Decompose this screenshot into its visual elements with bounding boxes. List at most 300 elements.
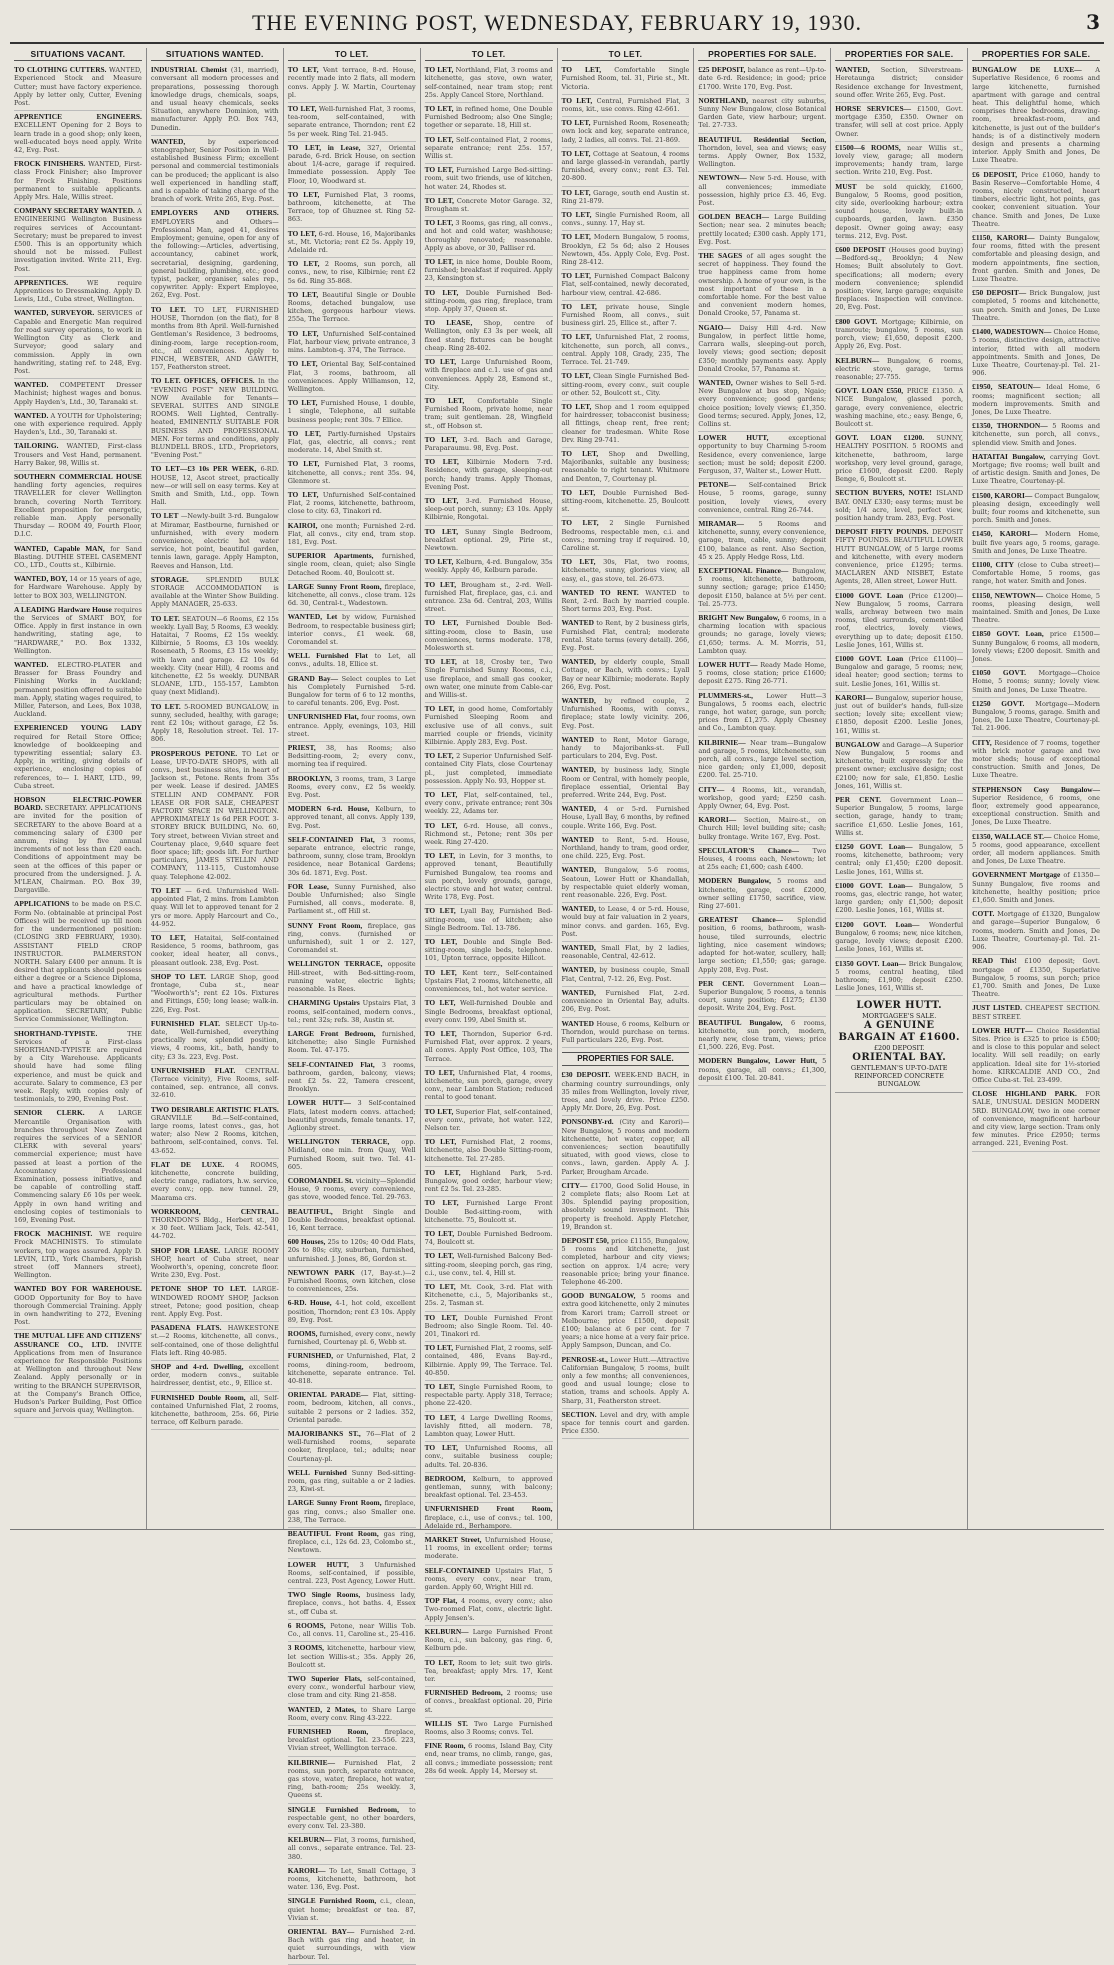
ad-lead: STEPHENSON Cosy Bungalow— bbox=[972, 784, 1100, 794]
ad-body: required for Retail Store Office; knowledge of bookkeeping and typewriting essential; salary £3. Apply, in writing, giving details of experience, enclosing copies of references, to— I. HART, LTD., 99, Cuba street. bbox=[14, 732, 142, 790]
ad-body: Kelburn, to approved gentleman, sunny, with balcony; breakfast optional. Tel. 23-453. bbox=[424, 1474, 553, 1500]
ad-lead: SELF-CONTAINED Flat, bbox=[287, 1059, 375, 1069]
classified-ad bbox=[288, 611, 416, 650]
classified-ad bbox=[562, 148, 690, 187]
classified-ad bbox=[425, 967, 553, 998]
ad-body: Mortgage; Kilbirnie, on tramroute; bungalow, 5 rooms, sun porch, view; £1,650, deposit £200. Apply 26, Evg. Post. bbox=[835, 317, 964, 351]
ad-body: Unfurnished Rooms, all conv., suitable business couple; adults. Tel. 20-836. bbox=[424, 1444, 553, 1469]
ad-body: Sunny Bed-sitting-room, gas ring, suitable a or 2 ladies. 23, Kiwi-st. bbox=[287, 1468, 416, 1494]
classified-ad bbox=[151, 574, 279, 613]
ad-body: Price £1060, handy to Basin Reserve—Comfortable Home, 4 rooms, nicely constructed, heart timbers, electric light, hot points, gas cooker, convenient situation. Your chance. Smith and Jones, De Luxe Theatre. bbox=[972, 170, 1100, 228]
classified-ad bbox=[972, 232, 1100, 287]
classified-ad bbox=[425, 64, 553, 103]
classified-ad bbox=[425, 750, 553, 789]
ad-lead: £800 GOVT. bbox=[835, 316, 878, 326]
ad-lead: TO LET, bbox=[561, 301, 597, 311]
ad-body: in good home, Comfortably Furnished Sleeping Room and exclusive use of all convs., suit married couple or friends, vicinity Kilbirnie. Apply 283, Evg. Post. bbox=[424, 705, 553, 747]
classified-ad bbox=[698, 64, 826, 95]
classified-ad bbox=[562, 448, 690, 487]
ad-lead: WANTED. bbox=[14, 660, 49, 669]
ad-body: Thorndon, level, sea and views; easy terms. Apply Owner, Box 1532, Wellington. bbox=[698, 143, 827, 169]
classified-ad bbox=[562, 764, 690, 803]
ad-lead: EXPERIENCED YOUNG LADY bbox=[14, 723, 142, 733]
ad-lead: FROCK FINISHERS. bbox=[14, 159, 86, 169]
ad-lead: TO LET, bbox=[424, 790, 458, 800]
ad-lead: TO LET, bbox=[287, 289, 319, 299]
classified-ad bbox=[288, 1028, 416, 1059]
classified-ad bbox=[288, 142, 416, 189]
classified-ad bbox=[288, 550, 416, 581]
ad-lead: 6 ROOMS, bbox=[287, 1620, 326, 1630]
ad-lead: KARORI— bbox=[835, 692, 874, 702]
ad-lead: TO LET, bbox=[424, 526, 459, 536]
ad-body: furnished, every conv., newly furnished, Courtenay pl. 6, Webb st. bbox=[287, 1330, 416, 1347]
ad-lead: STORAGE. bbox=[150, 574, 189, 584]
ad-body: Beautiful Single or Double Rooms, detached bungalow, use kitchen, gorgeous harbour views. 255a, The Terrace. bbox=[287, 290, 416, 324]
ad-lead: £1150, NEWTOWN— bbox=[972, 590, 1043, 600]
column-heading: TO LET. bbox=[425, 48, 553, 61]
ad-body: Furnished Large Front Double Bed-sitting-room, with kitchenette. 75, Boulcott st. bbox=[424, 1199, 553, 1224]
ad-body: CENTRAL (Terrace vicinity), Five Rooms, self-contained, sep. entrance, all convs. 32-610. bbox=[150, 1066, 279, 1100]
classified-ad bbox=[562, 95, 690, 117]
ad-body: 3-rd. Bach and Garage, Paraparaumu. 98, Evg. Post. bbox=[424, 435, 553, 452]
classified-ad bbox=[288, 1865, 416, 1896]
classified-ad bbox=[425, 905, 553, 936]
classified-ad bbox=[14, 440, 142, 471]
column-1 bbox=[10, 48, 146, 1529]
classified-ad bbox=[562, 517, 690, 556]
classified-ad bbox=[288, 1673, 416, 1704]
ad-body: 4 or 5-rd. Furnished House, Lyall Bay, 6 months, by refined couple. Write 166, Evg. Post. bbox=[561, 805, 690, 830]
classified-ad bbox=[562, 1409, 690, 1440]
ad-lead: £1400, WADESTOWN— bbox=[972, 327, 1052, 337]
ad-lead: FURNISHED FLAT. bbox=[150, 1018, 220, 1028]
classified-ad bbox=[562, 1180, 690, 1235]
classified-ad bbox=[288, 428, 416, 459]
ad-body: A LARGE Mercantile Organisation with branches throughout New Zealand requires the services of a SENIOR CLERK with several years' commercial experience; must have passed at least a portion of the Accountancy Professional Examination, possess initiative, and be capable of controlling staff. Commencing salary £6 10s per week. Apply in own hand writing and enclosing copies of testimonials to 169, Evening Post. bbox=[14, 1109, 142, 1224]
classified-ad bbox=[562, 903, 690, 942]
ad-body: CHEAPEST SECTION. BEST STREET. bbox=[972, 1004, 1100, 1021]
classified-ad bbox=[562, 587, 690, 618]
ad-lead: KELBURN— bbox=[287, 1835, 332, 1845]
classified-ad bbox=[288, 1136, 416, 1175]
ad-lead: TO LET, bbox=[424, 218, 454, 228]
classified-ad bbox=[562, 270, 690, 301]
ad-lead: SUPERIOR Apartments, bbox=[287, 551, 374, 561]
ad-lead: TO LET, bbox=[424, 820, 458, 830]
classified-ad bbox=[288, 1236, 416, 1267]
classified-ad bbox=[972, 908, 1100, 955]
ad-body: Mortgage—Modern Bungalow, 5 rooms, garage. Smith and Jones, De Luxe Theatre, Courtenay-pl. Tel. 21-906. bbox=[972, 699, 1100, 733]
ad-lead: TO LET. bbox=[150, 304, 186, 314]
ad-body: or Unfurnished, Flat, 2 rooms, dining-room, bedroom, kitchenette, separate entrance. Tel. 40-818. bbox=[287, 1352, 416, 1386]
newspaper-page bbox=[0, 4, 1114, 1961]
ad-lead: GOVERNMENT Mortgage bbox=[972, 870, 1061, 880]
ad-body: Room to let; suit two girls. Tea, breakfast; apply Mrs. 17, Kent ter. bbox=[424, 1658, 553, 1683]
ad-body: opp. Midland, one min. from Quay, Well Furnished Room, suit two. Tel. 41-605. bbox=[287, 1138, 416, 1171]
ad-lead: WANTED, bbox=[561, 657, 596, 667]
ad-lead: TO LET bbox=[150, 511, 179, 521]
ad-body: Cottage at Seatoun, 4 rooms and large glassed-in verandah, partly furnished, every conv.; rent £3. Tel. 20-800. bbox=[561, 149, 690, 183]
classified-ad bbox=[151, 885, 279, 932]
ad-body: Small Flat, by 2 ladies, reasonable, Central, 42-612. bbox=[561, 944, 690, 961]
ad-lead: TO LET. OFFICES, OFFICES. bbox=[150, 376, 255, 386]
classified-ad bbox=[972, 831, 1100, 870]
ad-body: 3 Self-contained Flats, latest modern convs. attached; beautiful grounds, female tenants. 17, Aglionby street. bbox=[287, 1099, 416, 1132]
ad-lead: SELF-CONTAINED bbox=[424, 1565, 491, 1575]
classified-ad bbox=[288, 1834, 416, 1865]
ad-lead: £1250 GOVT. bbox=[972, 698, 1025, 708]
ad-body: kitchenette, harbour view, let section Willis-st.; 35s. Apply 26, Boulcott st. bbox=[287, 1644, 416, 1669]
ad-lead: TO LET, bbox=[287, 228, 317, 238]
classified-ad bbox=[562, 117, 690, 148]
classified-ad bbox=[14, 1283, 142, 1330]
ad-lead: TO LET, bbox=[287, 189, 320, 199]
classified-ad bbox=[151, 701, 279, 748]
ad-lead: PETONE— bbox=[698, 480, 737, 490]
ad-lead: WANTED, bbox=[561, 987, 596, 997]
classified-ad bbox=[288, 1389, 416, 1428]
ad-lead: GREATEST Chance— bbox=[698, 915, 784, 925]
ad-body: by business lady, Single Room or Central, with homely people, fireplace essential, Oriental Bay preferred. Write 244, Evg. Post. bbox=[561, 766, 690, 800]
classified-ad bbox=[425, 997, 553, 1028]
ad-body: Self-contained Brick House, 5 rooms, garage, sunny position, lovely views, every convenience, central. Ring 26-744. bbox=[698, 481, 827, 514]
ad-lead: TO LET, bbox=[561, 118, 591, 128]
ad-lead: SPECULATOR'S Chance— bbox=[698, 845, 800, 855]
ad-body: Bungalow, superior house, just out of builder's hands, full-size section; lovely site; excellent view; £1850, deposit £200. Leslie Jones, 161, Willis st. bbox=[835, 693, 964, 735]
classified-ad bbox=[835, 794, 963, 841]
ad-body: fireplace, kitchenette, all convs., close tram. 12s 6d. 30, Central-t., Wadestown. bbox=[287, 582, 416, 608]
ad-lead: TO LET, bbox=[424, 1412, 456, 1422]
ad-body: Kent terr., Self-contained Upstairs Flat, 2 rooms, kitchenette, all conveniences, tel., hot water service. bbox=[424, 968, 553, 994]
ad-body: be sold quickly, £1600, Bungalow, 5 Rooms, good position, city side, overlooking harbour; extra sound house, lovely built-in cupboards, garden, lawn. £350 deposit. Owner going away; easy terms. 212, Evg. Post. bbox=[835, 182, 964, 240]
classified-ad bbox=[425, 1595, 553, 1626]
classified-ad bbox=[698, 914, 826, 977]
ad-body: carrying Govt. Mortgage; five rooms; well built and of artistic design. Smith and Jones, De Luxe Theatre, Courtenay-pl. bbox=[972, 452, 1100, 486]
ad-lead: WELLINGTON TERRACE, bbox=[287, 959, 383, 969]
classified-ad bbox=[288, 958, 416, 997]
ad-body: near Willis st., lovely view, garage; all modern improvements; handy tram, large section. Write 210, Evg. Post. bbox=[835, 143, 964, 177]
ad-lead: £600 DEPOSIT bbox=[835, 245, 886, 255]
ad-lead: SHOP TO LET. bbox=[150, 971, 206, 981]
ad-lead: FROCK MACHINIST. bbox=[14, 1229, 93, 1239]
ad-lead: BRIGHT New Bungalow, bbox=[698, 612, 780, 622]
classified-ad bbox=[288, 1757, 416, 1804]
classified-ad bbox=[698, 172, 826, 211]
ad-lead: LOWER HUTT— bbox=[698, 660, 758, 669]
classified-ad bbox=[835, 316, 963, 355]
classified-ad bbox=[425, 1106, 553, 1137]
ad-body: Unfurnished Self-contained Flat, 2 rooms, kitchenette, bathroom, close to city. 63, Tinakori rd. bbox=[287, 490, 416, 516]
ad-body: Single Furnished Room, to respectable party. Apply 318, Terrace; phone 22-420. bbox=[424, 1383, 553, 1408]
classified-ad bbox=[562, 987, 690, 1018]
column-heading: SITUATIONS WANTED. bbox=[151, 48, 279, 61]
ad-lead: MUST bbox=[835, 181, 857, 191]
ad-lead: PETONE SHOP TO LET. bbox=[150, 1284, 247, 1294]
classified-ad bbox=[425, 936, 553, 967]
ad-body: furnished, single room, clean, quiet; also Single Detached Room. 40, Boulcott st. bbox=[287, 552, 416, 577]
classified-ad bbox=[698, 479, 826, 518]
ad-body: 6-RD. HOUSE, 12, Ascot street, practically new—or will sell on easy terms. Key at Smith and Smith, Ltd., opp. Town Hall. bbox=[150, 465, 279, 507]
classified-ad bbox=[14, 1228, 142, 1283]
classified-ad bbox=[425, 789, 553, 820]
ad-lead: KILBIRNIE— bbox=[698, 737, 746, 747]
classified-ad bbox=[562, 942, 690, 964]
ad-body: Level and dry, with ample space for tennis court and garden. Price £350. bbox=[561, 1410, 690, 1436]
ad-lead: TO LET, bbox=[424, 618, 459, 628]
classified-ad bbox=[972, 528, 1100, 559]
classified-ad bbox=[288, 1559, 416, 1590]
ad-body: Furnished Double Bed-sitting-room, close to Basin, use conveniences, terms moderate. 178, Molesworth st. bbox=[424, 619, 553, 652]
classified-ad bbox=[14, 277, 142, 308]
ad-lead: SUNNY Front Room, bbox=[287, 920, 363, 930]
ad-body: Central, Furnished Flat, 3 rooms, kit., use convs. Ring 42-661. bbox=[561, 96, 690, 114]
ad-body: Brick Bungalow, just completed, 5 rooms and kitchenette, sun porch. Smith and Jones, De Luxe Theatre. bbox=[972, 289, 1100, 322]
ad-body: Furnished Large Bed-sitting-room, suit two friends, use of kitchen, hot water. 24, Rhodes st. bbox=[424, 166, 553, 191]
classified-ad bbox=[972, 1088, 1100, 1151]
ad-body: Northland, Flat, 3 rooms and kitchenette, gas stove, own water, self-contained, near tram stop; rent 25s. Apply Cancel Store, Northland. bbox=[424, 66, 553, 99]
ad-lead: TO LET, bbox=[424, 1281, 456, 1291]
classified-ad bbox=[425, 1740, 553, 1779]
column-7 bbox=[830, 48, 967, 1529]
ad-lead: £6 DEPOSIT, bbox=[972, 169, 1018, 179]
classified-ad bbox=[425, 1197, 553, 1228]
ad-body: Ready Made Home, 5 rooms, close station; price £1600; deposit £275. Ring 26-771. bbox=[698, 661, 827, 686]
ad-body: A YOUTH for Upholstering; one with experience required. Apply Hayden's, Ltd., 30, Taranaki st. bbox=[14, 411, 142, 437]
classified-ad bbox=[288, 1267, 416, 1298]
ad-lead: £25 DEPOSIT, bbox=[698, 65, 746, 75]
ad-body: to be made on P.S.C. Form No. (obtainable at principal Post Offices) will be received up till noon for the undermentioned position: (CLOSING 3RD FEBRUARY, 1930). ASSISTANT FIELD CROP INSTRUCTOR. PALMERSTON NORTH. Salary £400 per annum. It is desired that applicants should possess either a degree or a Science Diploma, and have a practical knowledge of agricultural methods. Further particulars may be obtained on application. SECRETARY, Public Service Commissioner, Wellington. bbox=[14, 900, 142, 1024]
classified-ad bbox=[288, 1589, 416, 1620]
classified-ad bbox=[835, 590, 963, 653]
masthead bbox=[10, 4, 1104, 44]
ad-lead: NEWTOWN— bbox=[698, 173, 747, 183]
classified-ad bbox=[151, 1322, 279, 1361]
ad-body: Furnished Flat, 2-rd. convenience in Oriental Bay, adults. 206, Evg. Post. bbox=[561, 988, 690, 1014]
classified-ad bbox=[425, 556, 553, 578]
ad-body: balance as rent—Up-to-date 6-rd. Residence; in good; price £1700. Write 170, Evg. Post. bbox=[698, 66, 827, 91]
ad-body: fireplace, breakfast optional. Tel. 23-556. 223, Vivian street, Wellington terrace. bbox=[287, 1727, 416, 1753]
ad-lead: FINE Room, bbox=[424, 1741, 466, 1751]
column-3 bbox=[283, 48, 420, 1961]
classified-ad bbox=[151, 971, 279, 1018]
ad-body: Upstairs Flat, 5 rooms, every conv., near tram, garden. Apply 60, Wright Hill rd. bbox=[424, 1566, 553, 1592]
ad-lead: TO LET, bbox=[561, 401, 592, 411]
ad-lead: CITY— bbox=[698, 784, 725, 794]
classified-ad bbox=[288, 328, 416, 359]
classified-ad bbox=[835, 64, 963, 103]
classified-ad bbox=[288, 64, 416, 103]
classified-ad bbox=[972, 1002, 1100, 1024]
classified-ad bbox=[698, 784, 826, 815]
classified-ad bbox=[972, 490, 1100, 529]
ad-body: Furnished Flat, 2 rooms, kitchenette, also Double Sitting-room, kitchenette. Tel. 27-285. bbox=[424, 1138, 553, 1163]
ad-body: WANTED, First-class Trousers and Vest Hand, permanent. Harry Baker, 98, Willis st. bbox=[14, 442, 142, 467]
ad-lead: PLUMMERS-st., bbox=[698, 690, 753, 700]
ad-body: Kelburn, 4-rd. Bungalow, 35s weekly. Apply 46, Kelburn parade. bbox=[424, 558, 553, 575]
ad-body: £100 deposit; Govt. mortgage of £1350, Superlative Bungalow, 5 rooms, sun porch; price £1,700. Smith and Jones, De Luxe Theatre. bbox=[972, 957, 1100, 999]
ad-body: SEATOUN—6 Rooms, £2 15s weekly. Lyall Bay, 5 Rooms, £3 weekly. Hataitai, 7 Rooms, £2 15s weekly. Kilbirnie, 5 Rooms, £3 10s weekly. Roseneath, 5 Rooms, £3 15s weekly; with lawn and garage. £2 10s 6d weekly. City (near Hill), 4 rooms and kitchenette, £2 5s weekly. DUNBAR SLOANE, LTD., 155-157, Lambton quay (next Midland). bbox=[150, 614, 279, 697]
classified-ad bbox=[698, 875, 826, 914]
ad-body: SUNNY, HEALTHY POSITION. 5 ROOMS and kitchenette, bathroom, large workshop, very level ground, garage, price £1600, deposit £200. Reply Benge, 6, Boulcott st. bbox=[835, 434, 964, 484]
ad-body: (31, married), conversant all modern processes and preparations, possessing thorough knowledge drugs, chemicals, soaps, and usual heavy chemicals, seeks Situation, anywhere Dominion, with manufacturer. Apply P.O. Box 743, Dunedin. bbox=[150, 66, 279, 132]
classified-ad bbox=[972, 420, 1100, 451]
ad-body: SELECT Up-to-date, Well-furnished, everything practically new, splendid position, views, 4 rooms, kit., bath, handy to city; £3 3s. 223, Evg. Post. bbox=[150, 1019, 279, 1061]
classified-ad bbox=[425, 526, 553, 557]
ad-lead: TO LET, bbox=[424, 1312, 458, 1322]
ad-lead: TAILORING. bbox=[14, 441, 59, 451]
ad-body: In the "EVENING POST" NEW BUILDING. NOW Available for Tenants— SEVERAL SUITES AND SINGLE ROOMS. Well Lighted, Centrally-heated, EMINENTLY SUITABLE FOR BUSINESS AND PROFESSIONAL MEN. For terms and conditions, apply BLUNDELL BROS., LTD., Proprietors, "Evening Post." bbox=[150, 377, 279, 460]
ad-body: Shop, centre of Wellington, only £3 3s per week, all fixed stand; fixtures can be bought cheap. Ring 28-402. bbox=[424, 319, 553, 352]
ad-lead: MAJORIBANKS ST., bbox=[287, 1429, 367, 1439]
classified-ad bbox=[698, 518, 826, 565]
classified-ad bbox=[972, 628, 1100, 667]
ad-body: Unfurnished Self-contained Flat, harbour view, private entrance, 3 mins. Lambton-q. 374, The Terrace. bbox=[287, 329, 416, 355]
ad-lead: TO LET, bbox=[561, 371, 591, 381]
column-heading: TO LET. bbox=[288, 48, 416, 61]
classified-ad bbox=[425, 1312, 553, 1343]
classified-ad bbox=[425, 1503, 553, 1534]
ad-lead: TWO DESIRABLE ARTISTIC FLATS. bbox=[150, 1104, 279, 1114]
classified-ad bbox=[835, 487, 963, 526]
ad-lead: £1250 GOVT. Loan— bbox=[835, 842, 913, 852]
ad-body: — 6-rd. Unfurnished Well-appointed Flat, 2 mins. from Lambton quay. Will let to approved tenant for 2 yrs or more. Apply Harcourt and Co., 44-952. bbox=[150, 886, 279, 928]
ad-body: Vent terrace, 8-rd. House, recently made into 2 flats, all modern convs. Apply J. W. Martin, Courtenay pl. bbox=[287, 66, 416, 99]
ad-body: Kilbirnie Modern 7-rd. Residence, with garage, sleeping-out porch; handy trams. Apply Thomas, Evening Post. bbox=[424, 458, 553, 491]
ad-lead: TO LET, bbox=[561, 95, 593, 105]
classified-ad bbox=[425, 656, 553, 703]
ad-lead: TO LET, bbox=[561, 187, 591, 197]
ad-lead: KILBIRNIE— bbox=[287, 1757, 335, 1767]
classified-ad bbox=[151, 1159, 279, 1206]
ad-lead: TO LET, bbox=[424, 657, 457, 667]
ad-lead: LARGE Sunny Front Room, bbox=[287, 581, 382, 591]
ad-body: in refined home, One Double Furnished Bedroom; also One Single; together or separate. 18, Hill st. bbox=[424, 105, 553, 130]
classified-ad bbox=[698, 432, 826, 479]
ad-lead: TO LET, bbox=[424, 906, 456, 916]
ad-lead: TO LET, bbox=[424, 1198, 459, 1208]
ad-body: in nice home, Double Room, furnished; breakfast if required. Apply 23, Kensington st. bbox=[424, 258, 553, 283]
classified-ad bbox=[288, 1926, 416, 1965]
ad-lead: TO LET, bbox=[150, 932, 186, 942]
classified-ad bbox=[288, 1528, 416, 1559]
ad-body: 2 rooms; use of convs., breakfast optional. 20, Pirie st. bbox=[424, 1689, 553, 1714]
ad-lead: BEDROOM, bbox=[424, 1473, 466, 1483]
ad-body: Petone, near Willis Tob. Co., all convs. 11, Caroline st., 25-416. bbox=[287, 1621, 416, 1639]
ad-lead: TO LET bbox=[150, 885, 181, 895]
classified-ad bbox=[14, 1107, 142, 1228]
classified-ad bbox=[425, 1473, 553, 1504]
classified-ad bbox=[835, 653, 963, 692]
classified-ad bbox=[288, 1059, 416, 1098]
ad-body: Furnished Flat, 2 rooms, sun porch, separate entrance, gas stove, water, fireplace, hot water, ring, bath-room; 25s weekly. 3, Queens st. bbox=[287, 1758, 416, 1800]
ad-body: EMPLOYERS and Others—Professional Man, aged 41, desires Employment; genuine, open for any of the following:—Articles, advertising, accountancy, cabinet work, secretarial, designing, gardening, general building, plumbing, etc.; good typist, packer, organiser, sales rep., copywriter. Apply: Expert Employee, 262, Evg. Post. bbox=[150, 217, 279, 300]
ad-body: 4 ROOMS, kitchenette, concrete building, electric range, radiators, h.w. service, every conv.; opp. new tunnel. 29, Maarama crs. bbox=[150, 1160, 279, 1202]
ad-body: 38, has Rooms; also Bedsitting-room, 2; every conv., morning tea if required. bbox=[287, 744, 416, 769]
ad-lead: TO LET, bbox=[561, 232, 591, 242]
ad-body: £1500, Govt. mortgage £350, £350. Owner on transfer, will sell at cost price. Apply Owner. bbox=[835, 105, 964, 138]
ad-body: 4 Rooms, kit., verandah, workshop, good yard; £250 cash. Apply Owner, 64, Evg. Post. bbox=[698, 785, 827, 811]
ad-body: To Let, Small Cottage, 3 rooms, kitchenette, bathroom, hot water. 136, Evg. Post. bbox=[287, 1866, 416, 1892]
classified-ad bbox=[288, 834, 416, 881]
ad-lead: TO LET, bbox=[424, 967, 457, 977]
ad-lead: GOOD BUNGALOW, bbox=[561, 1291, 636, 1301]
classified-ad bbox=[562, 209, 690, 231]
classified-ad bbox=[425, 103, 553, 134]
classified-ad bbox=[425, 1067, 553, 1106]
ad-lead: £1150, KARORI— bbox=[972, 233, 1035, 243]
page-number: 3 bbox=[1086, 10, 1100, 34]
classified-ad bbox=[14, 64, 142, 111]
ad-lead: WANTED bbox=[561, 734, 594, 744]
classified-ad bbox=[698, 1055, 826, 1086]
display-heading: LOWER HUTT. bbox=[856, 1000, 943, 1012]
ad-body: Superior Residence, 6 rooms, one floor, extremely good appearance, exceptional construction. Smith and Jones, De Luxe Theatre. bbox=[972, 793, 1100, 827]
ad-lead: TO LET, bbox=[424, 704, 455, 714]
classified-ad bbox=[288, 920, 416, 959]
ad-body: Brougham st., 2-rd. Well-furnished Flat, fireplace, gas, c.i. and entrance. 23a 6d. Central, 203, Willis street. bbox=[424, 580, 553, 614]
ad-lead: WANTED, bbox=[150, 136, 186, 146]
ad-lead: HOBSON ELECTRIC-POWER BOARD. bbox=[14, 795, 142, 813]
classified-ad bbox=[151, 1392, 279, 1431]
ad-body: (17, Bay-st.)—2 Furnished Rooms, own kitchen, close to conveniences, 25s. bbox=[287, 1268, 416, 1294]
ad-lead: TO LET, bbox=[424, 434, 458, 444]
ad-lead: PER CENT. bbox=[835, 795, 881, 805]
ad-lead: GOLDEN BEACH— bbox=[698, 212, 769, 222]
ad-body: DEPOSIT FIFTY POUNDS. BEAUTIFUL LOWER HUTT BUNGALOW, of 5 large rooms and kitchenette, with every modern convenience, price £1295; terms. MACLAREN AND NISBET, Estate Agents, 28, Allen street, Lower Hutt. bbox=[835, 528, 964, 586]
ad-body: opposite Hill-street, with Bed-sitting-room, running water, electric lights; reasonable. 1s Rees. bbox=[287, 960, 416, 994]
ad-body: Government Loan—Superior Bungalow, 5 rooms, large section, garage, handy to tram; sacrifice £1,650. Leslie Jones, 161, Willis st. bbox=[835, 796, 964, 837]
classified-ad bbox=[151, 1104, 279, 1159]
ad-body: by elderly couple, Small Cottage, or Bach, with convs.; Lyall Bay or near Kilbirnie; moderate. Reply 266, Evg. Post. bbox=[561, 658, 690, 691]
ad-lead: JUST LISTED. bbox=[972, 1003, 1022, 1013]
ad-lead: TO LET, bbox=[424, 1443, 459, 1453]
ad-body: price £1155, Bungalow, 5 rooms and kitchenette, just completed, harbour and city views; section on approx. 1/4 acre; very reasonable price; bring your finance. Telephone 46-200. bbox=[561, 1236, 690, 1286]
classified-ad bbox=[288, 711, 416, 742]
ad-body: 6 rooms, kitchenette, sun porch, modern, nearly new, close tram, views; price £1,500. 226, Evg. Post. bbox=[698, 1018, 827, 1052]
classified-ad bbox=[835, 739, 963, 794]
classified-ad bbox=[698, 1017, 826, 1056]
ad-body: 5 Rooms and kitchenette, sun porch, all convs., splendid view. Smith and Jones. bbox=[972, 422, 1100, 447]
ad-lead: TOP Flat, bbox=[424, 1596, 458, 1606]
ad-lead: TO LET—£3 10s PER WEEK, bbox=[150, 464, 257, 474]
ad-body: Wonderful Bungalow, 6 rooms; new, nice kitchen, garage, lovely views; deposit £200. Leslie Jones, 161, Willis st. bbox=[835, 920, 964, 954]
classified-ad bbox=[288, 189, 416, 228]
classified-ad bbox=[425, 217, 553, 256]
classified-ad bbox=[972, 590, 1100, 629]
ad-lead: SELF-CONTAINED Flat, bbox=[287, 834, 375, 844]
classified-ad bbox=[835, 244, 963, 316]
ad-body: Comfortable Single Furnished Room, tel. 31, Pirie st., Mt. Victoria. bbox=[561, 66, 690, 91]
classified-ad bbox=[562, 656, 690, 695]
ad-body: WANTED to Rent, 2-rd. Bach by married couple. Short terms 203, Evg. Post. bbox=[561, 588, 690, 614]
classified-ad bbox=[972, 559, 1100, 590]
ad-lead: FOR Lease, bbox=[287, 881, 329, 891]
classified-ad bbox=[698, 211, 826, 250]
ad-body: Compact Bungalow, pleasing design, exceedingly well built; four rooms and kitchenette, sun porch. Smith and Jones. bbox=[972, 491, 1100, 525]
ad-body: Partly-furnished Upstairs Flat, gas, electric, all convs.; rent moderate. 14, Abel Smith st. bbox=[287, 429, 416, 455]
ad-lead: £30 DEPOSIT. bbox=[561, 1070, 611, 1080]
ad-body: TO Let or Lease, UP-TO-DATE SHOPS, with all convs., best business sites, in heart of Jackson st., Petone. Rents from 35s per week. Lease if desired. JAMES STELLIN AND COMPANY. FOR LEASE OR FOR SALE, CHEAPEST FACTORY SPACE IN WELLINGTON. APPROXIMATELY 1s 6d PER FOOT. 3-STOREY BRICK BUILDING, No. 60, Tory street, between Vivian street and Courtenay place, 9,640 square feet floor space; lift; goods lift. For further particulars, JAMES STELLIN AND COMPANY, 113-115, Customhouse quay. Telephone 42-002. bbox=[150, 749, 279, 881]
ad-lead: COMPANY SECRETARY WANTED. bbox=[14, 206, 135, 216]
classified-ad bbox=[425, 703, 553, 750]
ad-lead: £1500—6 ROOMS, bbox=[835, 142, 901, 152]
ad-body: 2 Single Furnished Bedrooms, respectable men, c.i. and convs.; morning tray if required. 10, Caroline st. bbox=[561, 519, 690, 552]
classified-ad bbox=[425, 850, 553, 905]
classified-ad bbox=[698, 95, 826, 134]
classified-ad bbox=[562, 734, 690, 765]
ad-body: 4-1, hot cold, excellent position, Thorndon; rent £3 10s. Apply 89, Evg. Post. bbox=[287, 1299, 416, 1324]
